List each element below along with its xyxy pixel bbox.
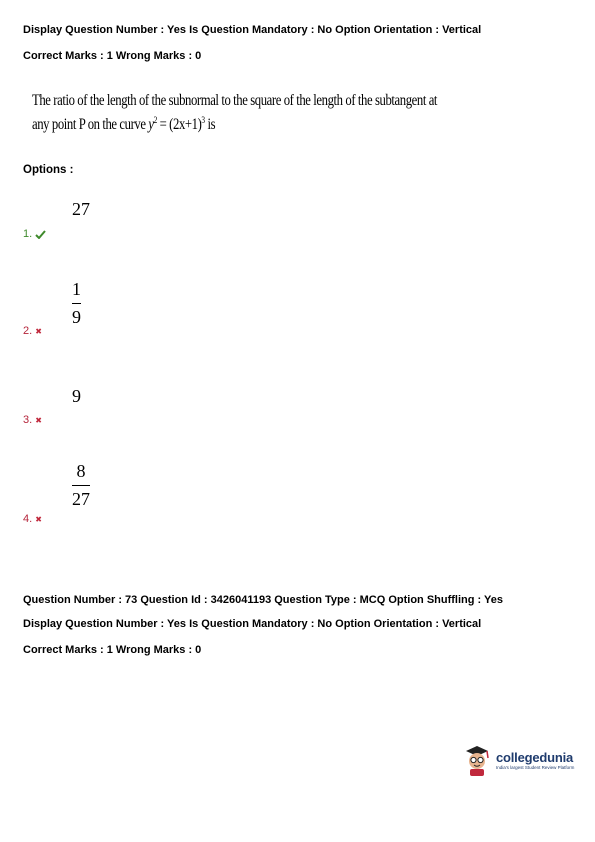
option-3-marker bbox=[23, 414, 42, 426]
fraction-bar bbox=[72, 485, 90, 486]
option-4-numerator: 8 bbox=[76, 461, 86, 481]
cross-icon: ✖ bbox=[35, 514, 42, 524]
next-question-meta-line-3: Correct Marks : 1 Wrong Marks : 0 bbox=[23, 644, 202, 656]
option-1-number: 1. bbox=[23, 228, 33, 240]
question-line-2 bbox=[32, 113, 458, 137]
question-text bbox=[32, 89, 458, 137]
option-4-denominator: 27 bbox=[72, 489, 90, 509]
cross-icon: ✖ bbox=[35, 415, 42, 425]
option-2-denominator: 9 bbox=[72, 307, 81, 327]
question-line-1: The ratio of the length of the subnormal to the square of the length of the subtangent at bbox=[32, 92, 438, 109]
next-question-meta-line-2: Display Question Number : Yes Is Question Mandatory : No Option Orientation : Vertical bbox=[23, 618, 482, 630]
curve-variable-y: y bbox=[148, 116, 154, 133]
curve-expression: = (2x+1) bbox=[156, 116, 202, 133]
graduate-mascot-icon bbox=[462, 744, 492, 776]
collegedunia-logo bbox=[462, 744, 574, 776]
question-line-2-prefix: any point P on the curve bbox=[32, 116, 149, 133]
marks-meta-line: Correct Marks : 1 Wrong Marks : 0 bbox=[23, 50, 202, 62]
option-4-marker bbox=[23, 513, 42, 525]
option-2-numerator: 1 bbox=[72, 279, 81, 299]
next-question-meta-line-1: Question Number : 73 Question Id : 3426041193 Question Type : MCQ Option Shuffling : Yes bbox=[23, 594, 504, 606]
fraction-bar bbox=[72, 303, 81, 304]
option-2-fraction bbox=[72, 279, 81, 328]
option-1-marker bbox=[23, 228, 46, 240]
exponent-2: 2 bbox=[153, 115, 157, 125]
question-meta-line: Display Question Number : Yes Is Question Mandatory : No Option Orientation : Vertical bbox=[23, 24, 482, 36]
option-3-number: 3. bbox=[23, 414, 33, 426]
logo-name: collegedunia bbox=[496, 749, 574, 765]
option-3-value: 9 bbox=[72, 386, 81, 406]
logo-tagline: India's largest Student Review Platform bbox=[496, 764, 575, 770]
exponent-3: 3 bbox=[201, 115, 205, 125]
option-4-number: 4. bbox=[23, 513, 33, 525]
options-label: Options : bbox=[23, 164, 74, 176]
question-line-2-suffix: is bbox=[204, 116, 216, 133]
option-2-marker bbox=[23, 325, 42, 337]
option-1-value: 27 bbox=[72, 199, 90, 219]
option-4-fraction bbox=[72, 461, 90, 510]
option-2-number: 2. bbox=[23, 325, 33, 337]
cross-icon: ✖ bbox=[35, 326, 42, 336]
checkmark-icon bbox=[35, 230, 46, 239]
